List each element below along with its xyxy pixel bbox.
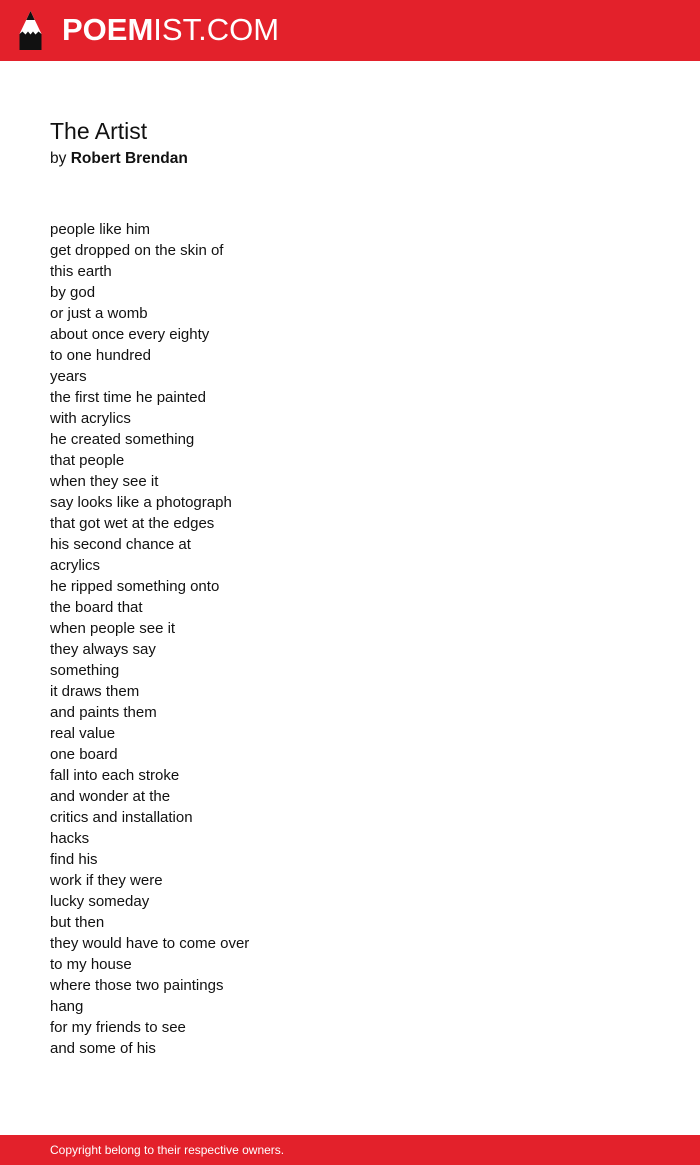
- poem-line: lucky someday: [50, 893, 150, 910]
- poem-line: when they see it: [50, 473, 159, 490]
- poem-line: they always say: [50, 641, 156, 658]
- poem-line: they would have to come over: [50, 935, 250, 952]
- poem-line: people like him: [50, 221, 151, 238]
- poem-line: or just a womb: [50, 305, 148, 322]
- site-footer: [0, 1135, 700, 1165]
- poem-line: this earth: [50, 263, 112, 280]
- poem-line: real value: [50, 725, 116, 742]
- poem-line: say looks like a photograph: [50, 494, 232, 511]
- poem-line: and paints them: [50, 704, 157, 721]
- pencil-tip-icon[interactable]: [18, 10, 43, 51]
- poem-line: something: [50, 662, 120, 679]
- brand-light-part: IST.COM: [153, 12, 280, 47]
- poem-line: when people see it: [50, 620, 176, 637]
- copyright-notice: Copyright belong to their respective owners.: [50, 1143, 285, 1157]
- poem-line: the first time he painted: [50, 389, 206, 406]
- poem-line: work if they were: [50, 872, 163, 889]
- poem-line: acrylics: [50, 557, 101, 574]
- poem-line: hang: [50, 998, 84, 1015]
- poem-line: with acrylics: [50, 410, 131, 427]
- poem-line: where those two paintings: [50, 977, 224, 994]
- site-logo-text[interactable]: [62, 12, 279, 48]
- poem-line: but then: [50, 914, 105, 931]
- poem-line: to one hundred: [50, 347, 151, 364]
- poem-line: to my house: [50, 956, 132, 973]
- poem-title: The Artist: [50, 118, 148, 144]
- author-name: Robert Brendan: [70, 150, 188, 167]
- poem-line: critics and installation: [50, 809, 193, 826]
- brand-bold-part: POEM: [62, 12, 154, 47]
- site-header: [0, 0, 700, 61]
- by-label: by: [50, 150, 67, 167]
- poem-line: he ripped something onto: [50, 578, 220, 595]
- poem-line: he created something: [50, 431, 195, 448]
- poem-line: by god: [50, 284, 96, 301]
- poem-line: the board that: [50, 599, 143, 616]
- poem-line: get dropped on the skin of: [50, 242, 224, 259]
- poem-body: [50, 219, 249, 1059]
- poem-line: that got wet at the edges: [50, 515, 215, 532]
- poem-line: and some of his: [50, 1040, 156, 1057]
- poem-line: find his: [50, 851, 98, 868]
- poem-line: it draws them: [50, 683, 140, 700]
- poem-line: his second chance at: [50, 536, 191, 553]
- poem-line: for my friends to see: [50, 1019, 186, 1036]
- poem-line: fall into each stroke: [50, 767, 180, 784]
- poem-byline: [50, 148, 188, 170]
- poem-line: one board: [50, 746, 118, 763]
- poem-line: and wonder at the: [50, 788, 171, 805]
- poem-line: years: [50, 368, 87, 385]
- poem-line: about once every eighty: [50, 326, 210, 343]
- poem-line: hacks: [50, 830, 90, 847]
- poem-line: that people: [50, 452, 125, 469]
